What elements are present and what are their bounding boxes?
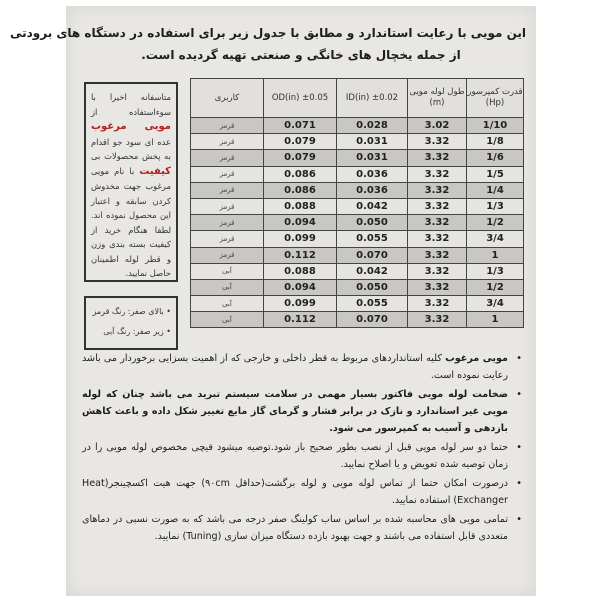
cell-tube-length: 3.32 xyxy=(408,198,467,214)
cell-outer-diameter: 0.086 xyxy=(264,182,337,198)
cell-usage: قرمز xyxy=(191,231,264,247)
cell-compressor-power: 1/3 xyxy=(467,263,524,279)
table-row xyxy=(191,296,524,312)
cell-outer-diameter: 0.094 xyxy=(264,215,337,231)
cell-outer-diameter: 0.112 xyxy=(264,247,337,263)
cell-usage: آبی xyxy=(191,296,264,312)
cell-tube-length: 3.32 xyxy=(408,134,467,150)
cell-compressor-power: 1/2 xyxy=(467,215,524,231)
bullet-dot-icon: • xyxy=(516,389,522,400)
cell-inner-diameter: 0.050 xyxy=(337,215,408,231)
cell-tube-length: 3.02 xyxy=(408,118,467,134)
color-legend-box xyxy=(84,296,178,350)
cell-outer-diameter: 0.088 xyxy=(264,263,337,279)
bullet-text: کلیه استانداردهای مربوط به قطر داخلی و خارجی که از اهمیت بسزایی برخوردار می باشد رعایت نموده است. xyxy=(82,353,508,381)
cell-tube-length: 3.32 xyxy=(408,166,467,182)
cell-tube-length: 3.32 xyxy=(408,150,467,166)
cell-compressor-power: 1/10 xyxy=(467,118,524,134)
cell-compressor-power: 1 xyxy=(467,312,524,328)
legend-item-red: • بالای صفر: رنگ قرمز xyxy=(92,307,171,316)
cell-tube-length: 3.32 xyxy=(408,231,467,247)
bullet-text: حتما دو سر لوله مویی قبل از نصب بطور صحیح باز شود.توصیه میشود قیچی مخصوص لوله مویی را در زمان توصیه شده تعویض و یا اصلاح نمایید. xyxy=(82,442,508,470)
cell-usage: آبی xyxy=(191,263,264,279)
note-highlight-1: مویی مرغوب xyxy=(91,121,171,132)
cell-usage: قرمز xyxy=(191,182,264,198)
cell-compressor-power: 1/4 xyxy=(467,182,524,198)
header-compressor-power: قدرت کمپرسور (Hp) xyxy=(467,79,524,118)
cell-inner-diameter: 0.031 xyxy=(337,150,408,166)
cell-inner-diameter: 0.036 xyxy=(337,182,408,198)
table-row xyxy=(191,166,524,182)
cell-compressor-power: 1/2 xyxy=(467,279,524,295)
cell-usage: آبی xyxy=(191,312,264,328)
table-row xyxy=(191,312,524,328)
cell-inner-diameter: 0.028 xyxy=(337,118,408,134)
cell-compressor-power: 1 xyxy=(467,247,524,263)
notes-list xyxy=(82,350,522,547)
cell-tube-length: 3.32 xyxy=(408,215,467,231)
product-info-card xyxy=(9,6,536,596)
cell-outer-diameter: 0.079 xyxy=(264,150,337,166)
bullet-dot-icon: • xyxy=(516,478,522,489)
cell-inner-diameter: 0.036 xyxy=(337,166,408,182)
bullet-text: تمامی مویی های محاسبه شده بر اساس ساب کولینگ صفر درجه می باشد که به صورت نسبی در دماهای متعددی قابل استفاده می باشند و جهت بهبود بازده دستگاه میزان سازی (Tuning) نمایید. xyxy=(82,514,508,542)
note-bullet xyxy=(82,386,522,437)
table-body xyxy=(191,118,524,328)
note-text-3: با نام مویی مرغوب جهت مخدوش کردن سابقه و اعتبار این محصول نموده اند. لطفا هنگام خرید از کیفیت بسته بندی وزن و قطر لوله اطمینان حاصل نمایید. xyxy=(91,165,171,278)
header-outer-diameter: OD(in) ±0.05 xyxy=(264,79,337,118)
table-row xyxy=(191,231,524,247)
cell-inner-diameter: 0.042 xyxy=(337,263,408,279)
header-inner-diameter: ID(in) ±0.02 xyxy=(337,79,408,118)
cell-usage: قرمز xyxy=(191,118,264,134)
note-text-1: متاسفانه اخیرا با سوءاستفاده از xyxy=(91,92,171,117)
cell-usage: قرمز xyxy=(191,150,264,166)
cell-usage: قرمز xyxy=(191,198,264,214)
cell-compressor-power: 1/3 xyxy=(467,198,524,214)
cell-inner-diameter: 0.055 xyxy=(337,231,408,247)
note-bullet xyxy=(82,511,522,545)
bullet-text: درصورت امکان حتما از تماس لوله مویی و لوله برگشت(حداقل ۹۰cm) جهت هیت اکسچینجر(Heat Exchanger) استفاده نمایید. xyxy=(82,478,508,506)
table-row xyxy=(191,182,524,198)
table-row xyxy=(191,263,524,279)
cell-inner-diameter: 0.050 xyxy=(337,279,408,295)
cell-inner-diameter: 0.070 xyxy=(337,247,408,263)
cell-inner-diameter: 0.070 xyxy=(337,312,408,328)
cell-tube-length: 3.32 xyxy=(408,247,467,263)
cell-outer-diameter: 0.071 xyxy=(264,118,337,134)
headline-line-2: از جمله یخچال های خانگی و صنعتی تهیه گردیده است. xyxy=(141,48,461,62)
cell-outer-diameter: 0.094 xyxy=(264,279,337,295)
cell-compressor-power: 3/4 xyxy=(467,231,524,247)
warning-note-box xyxy=(84,82,178,282)
cell-outer-diameter: 0.079 xyxy=(264,134,337,150)
cell-inner-diameter: 0.031 xyxy=(337,134,408,150)
cell-usage: قرمز xyxy=(191,215,264,231)
note-bullet xyxy=(82,475,522,509)
note-bullet xyxy=(82,439,522,473)
note-text-2: عده ای سود جو اقدام به پخش محصولات بی xyxy=(91,136,171,161)
cell-compressor-power: 1/5 xyxy=(467,166,524,182)
cell-inner-diameter: 0.055 xyxy=(337,296,408,312)
headline xyxy=(9,22,526,66)
table-row xyxy=(191,198,524,214)
cell-inner-diameter: 0.042 xyxy=(337,198,408,214)
bullet-dot-icon: • xyxy=(516,442,522,453)
cell-compressor-power: 3/4 xyxy=(467,296,524,312)
note-highlight-2: کیفیت xyxy=(139,165,171,177)
cell-outer-diameter: 0.112 xyxy=(264,312,337,328)
cell-outer-diameter: 0.099 xyxy=(264,296,337,312)
cell-outer-diameter: 0.086 xyxy=(264,166,337,182)
bullet-bold-text: مویی مرغوب xyxy=(445,353,508,364)
cell-tube-length: 3.32 xyxy=(408,263,467,279)
table-row xyxy=(191,118,524,134)
header-tube-length: طول لوله مویی (m) xyxy=(408,79,467,118)
cell-usage: قرمز xyxy=(191,247,264,263)
header-usage: کاربری xyxy=(191,79,264,118)
cell-outer-diameter: 0.099 xyxy=(264,231,337,247)
table-row xyxy=(191,279,524,295)
cell-usage: قرمز xyxy=(191,166,264,182)
cell-outer-diameter: 0.088 xyxy=(264,198,337,214)
headline-line-1: این مویی با رعایت استاندارد و مطابق با جدول زیر برای استفاده در دستگاه های برودتی xyxy=(9,26,526,40)
note-bullet xyxy=(82,350,522,384)
table-row xyxy=(191,134,524,150)
cell-usage: آبی xyxy=(191,279,264,295)
cell-tube-length: 3.32 xyxy=(408,279,467,295)
table-row xyxy=(191,150,524,166)
cell-tube-length: 3.32 xyxy=(408,296,467,312)
cell-compressor-power: 1/8 xyxy=(467,134,524,150)
capillary-spec-table xyxy=(190,78,524,328)
bullet-dot-icon: • xyxy=(516,353,522,364)
cell-compressor-power: 1/6 xyxy=(467,150,524,166)
legend-item-blue: • زیر صفر: رنگ آبی xyxy=(103,327,171,336)
cell-usage: قرمز xyxy=(191,134,264,150)
bullet-dot-icon: • xyxy=(516,514,522,525)
table-header-row xyxy=(191,79,524,118)
bullet-bold-text: ضخامت لوله مویی فاکتور بسیار مهمی در سلامت سیستم تبرید می باشد چنان که لوله مویی غیر استاندارد و نازک در برابر فشار و گرمای گاز مایع تغییر شکل داده و باعث کاهش بازدهی و آسیب به کمپرسور می شود. xyxy=(82,389,508,434)
cell-tube-length: 3.32 xyxy=(408,182,467,198)
table-row xyxy=(191,247,524,263)
cell-tube-length: 3.32 xyxy=(408,312,467,328)
table-row xyxy=(191,215,524,231)
